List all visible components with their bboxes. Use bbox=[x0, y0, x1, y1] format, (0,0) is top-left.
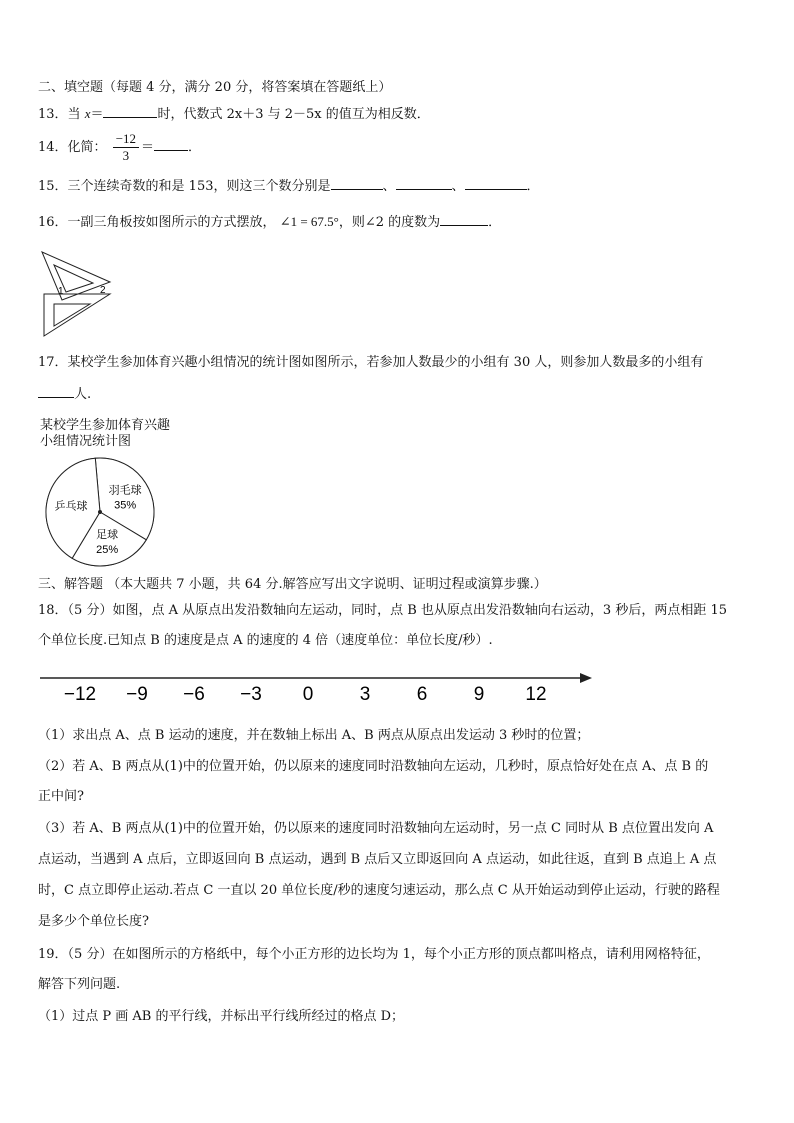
q16-triangle-figure bbox=[38, 246, 122, 340]
q16-angle: ∠1 = 67.5° bbox=[279, 214, 339, 229]
number-line-tick-0: −12 bbox=[63, 684, 97, 705]
pie-title-line-1: 某校学生参加体育兴趣 bbox=[40, 418, 171, 433]
q16-answer-blank[interactable] bbox=[440, 212, 488, 226]
q18-sub-2-line-1: （2）若 A、B 两点从(1)中的位置开始，仍以原来的速度同时沿数轴向左运动，几秒时，原点恰好处在点 A、点 B 的 bbox=[38, 759, 709, 774]
q15-text: 15．三个连续奇数的和是 153，则这三个数分别是 bbox=[38, 179, 331, 194]
q13-suffix: 时，代数式 2x＋3 与 2－5x 的值互为相反数． bbox=[157, 107, 430, 122]
angle-1-label: 1 bbox=[58, 286, 64, 297]
section3-heading: 三、解答题 （本大题共 7 小题，共 64 分.解答应写出文字说明、证明过程或演算步骤.） bbox=[38, 577, 547, 592]
q19-line-1: 19．（5 分）在如图所示的方格纸中，每个小正方形的边长均为 1，每个小正方形的顶点都叫格点，请利用网格特征， bbox=[38, 947, 710, 962]
lower-triangle-inner bbox=[54, 304, 90, 326]
pie-value-1: 35% bbox=[114, 499, 137, 512]
number-line-tick-1: −9 bbox=[126, 684, 148, 705]
q13-var: x bbox=[84, 106, 91, 121]
number-line-tick-6: 6 bbox=[416, 684, 428, 705]
q18-sub-2-line-2: 正中间? bbox=[38, 789, 84, 804]
q15-blank-3[interactable] bbox=[465, 176, 527, 190]
number-line-tick-5: 3 bbox=[359, 684, 371, 705]
q19-sub-1: （1）过点 P 画 AB 的平行线，并标出平行线所经过的格点 D； bbox=[38, 1009, 405, 1024]
q15-blank-1[interactable] bbox=[331, 176, 383, 190]
q18-sub-3-line-4: 是多少个单位长度? bbox=[38, 914, 149, 929]
q13-prefix: 13．当 bbox=[38, 107, 81, 122]
q14-answer-blank[interactable] bbox=[154, 137, 188, 151]
pie-label-1: 羽毛球 bbox=[108, 484, 142, 497]
number-line-tick-7: 9 bbox=[473, 684, 485, 705]
number-line bbox=[38, 664, 598, 708]
q14-denominator: 3 bbox=[122, 148, 130, 163]
pie-chart bbox=[38, 452, 168, 572]
q16-prefix: 16．一副三角板按如图所示的方式摆放， bbox=[38, 215, 276, 230]
q18-sub-1: （1）求出点 A、点 B 运动的速度，并在数轴上标出 A、B 两点从原点出发运动 3 秒时的位置； bbox=[38, 728, 590, 743]
pie-label-0: 乒乓球 bbox=[54, 500, 88, 513]
q14-suffix: ． bbox=[188, 140, 202, 155]
pie-title-line-2: 小组情况统计图 bbox=[40, 434, 132, 449]
q18-line-1: 18．（5 分）如图，点 A 从原点出发沿数轴向左运动，同时，点 B 也从原点出发沿数轴向右运动，3 秒后，两点相距 15 bbox=[38, 603, 727, 618]
q17-answer-blank[interactable] bbox=[38, 384, 74, 398]
q15-sep1: 、 bbox=[382, 179, 396, 194]
pie-value-2: 25% bbox=[96, 543, 119, 556]
pie-chart-title bbox=[40, 418, 170, 450]
number-line-tick-4: 0 bbox=[302, 684, 314, 705]
number-line-arrow bbox=[580, 673, 592, 683]
q14-fraction bbox=[113, 131, 139, 164]
q14-prefix: 14．化简： bbox=[38, 140, 107, 155]
q18-sub-3-line-3: 时，C 点立即停止运动.若点 C 一直以 20 单位长度/秒的速度匀速运动，那么点 C 从开始运动到停止运动，行驶的路程 bbox=[38, 883, 720, 898]
number-line-tick-2: −6 bbox=[183, 684, 205, 705]
question-13 bbox=[38, 104, 758, 124]
q13-eq: ＝ bbox=[90, 107, 104, 122]
q14-numerator: −12 bbox=[113, 131, 139, 148]
q15-suffix: ． bbox=[526, 179, 540, 194]
q19-line-2: 解答下列问题. bbox=[38, 977, 121, 992]
q16-mid: ，则∠2 的度数为 bbox=[338, 215, 441, 230]
question-14 bbox=[38, 130, 758, 166]
question-15 bbox=[38, 176, 758, 196]
pie-center-dot bbox=[98, 510, 102, 514]
section2-heading: 二、填空题（每题 4 分，满分 20 分，将答案填在答题纸上） bbox=[38, 80, 392, 95]
q18-sub-3-line-1: （3）若 A、B 两点从(1)中的位置开始，仍以原来的速度同时沿数轴向左运动时，另一点 C 同时从 B 点位置出发向 A bbox=[38, 821, 714, 836]
q13-answer-blank[interactable] bbox=[103, 104, 157, 118]
q18-sub-3-line-2: 点运动，当遇到 A 点后，立即返回向 B 点运动，遇到 B 点后又立即返回向 A 点运动，如此往返，直到 B 点追上 A 点 bbox=[38, 852, 717, 867]
q15-blank-2[interactable] bbox=[396, 176, 452, 190]
q18-line-2: 个单位长度.已知点 B 的速度是点 A 的速度的 4 倍（速度单位：单位长度/秒）. bbox=[38, 633, 493, 648]
q16-suffix: ． bbox=[488, 215, 502, 230]
angle-2-label: 2 bbox=[100, 285, 106, 296]
question-17-line-1: 17．某校学生参加体育兴趣小组情况的统计图如图所示，若参加人数最少的小组有 30 人，则参加人数最多的小组有 bbox=[38, 355, 704, 370]
question-17-line-2 bbox=[38, 384, 758, 404]
q15-sep2: 、 bbox=[451, 179, 465, 194]
q14-eq: ＝ bbox=[141, 140, 155, 155]
number-line-tick-8: 12 bbox=[525, 684, 547, 705]
question-16 bbox=[38, 212, 758, 232]
number-line-tick-3: −3 bbox=[240, 684, 262, 705]
pie-label-2: 足球 bbox=[96, 528, 119, 541]
q17-suffix: 人. bbox=[74, 387, 92, 402]
